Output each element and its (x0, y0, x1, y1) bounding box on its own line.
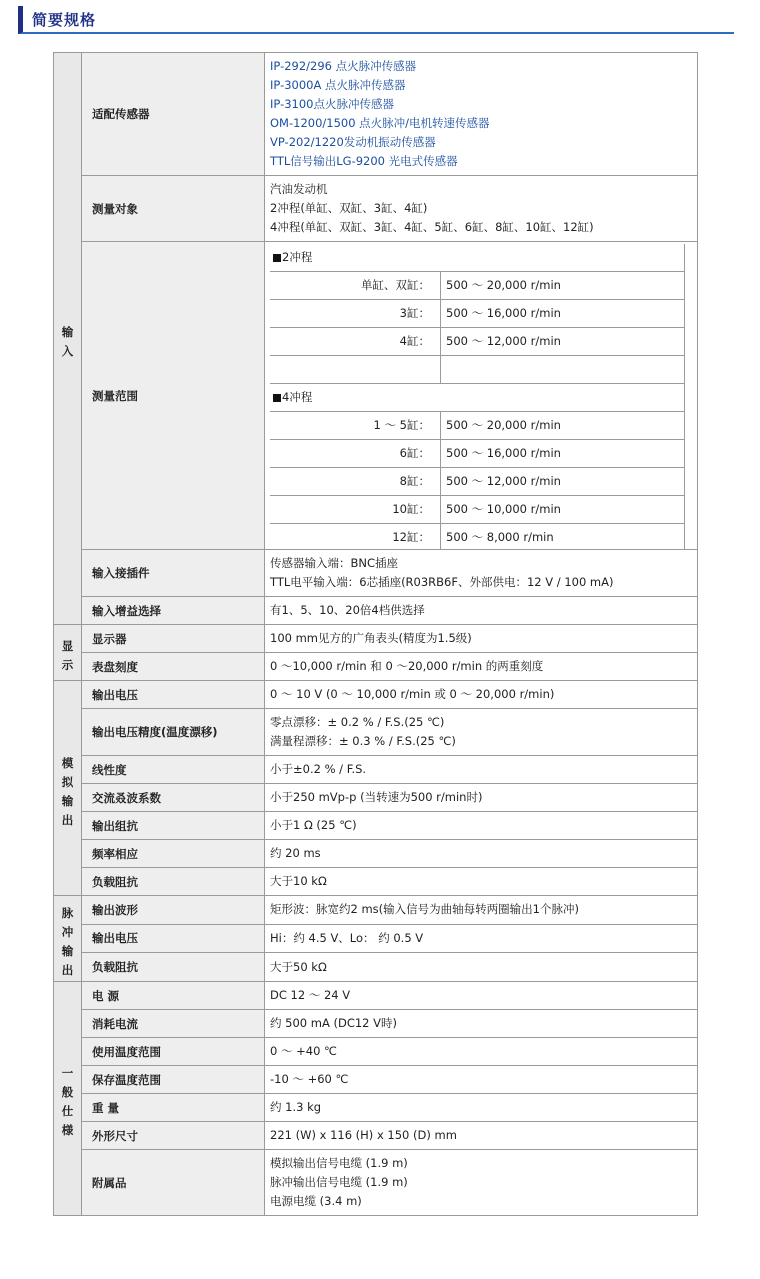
range-value: 500 ～ 12,000 r/min (441, 468, 685, 496)
spec-row-op-temp (54, 1038, 698, 1066)
value-size: 221 (W) x 116 (H) x 150 (D) mm (265, 1122, 698, 1150)
value-accuracy (265, 709, 698, 756)
range-row (270, 468, 685, 496)
spec-row-analog-load (54, 868, 698, 896)
spec-row-linearity (54, 756, 698, 784)
value-connector (265, 550, 698, 597)
target-item: 2冲程(单缸、双缸、3缸、4缸) (270, 201, 428, 215)
sensor-item[interactable]: VP-202/1220发动机振动传感器 (270, 135, 436, 149)
spec-table (53, 52, 698, 1216)
label-accuracy: 输出电压精度(温度漂移) (82, 709, 265, 756)
category-general (54, 982, 82, 1216)
target-item: 4冲程(单缸、双缸、3缸、4缸、5缸、6缸、8缸、10缸、12缸) (270, 220, 594, 234)
label-scale: 表盘刻度 (82, 653, 265, 681)
section-title-bar (18, 6, 734, 34)
value-pulse-voltage: Hi：约 4.5 V、Lo： 约 0.5 V (265, 924, 698, 953)
sensor-item[interactable]: IP-3100点火脉冲传感器 (270, 97, 394, 111)
range-value: 500 ～ 10,000 r/min (441, 496, 685, 524)
value-scale: 0 ～10,000 r/min 和 0 ～20,000 r/min 的两重刻度 (265, 653, 698, 681)
spec-row-pulse-voltage (54, 924, 698, 953)
range-cyl: 4缸： (270, 328, 441, 356)
sensor-item[interactable]: TTL信号输出LG-9200 光电式传感器 (270, 154, 458, 168)
spec-row-wave (54, 896, 698, 925)
square-bullet-icon (273, 394, 281, 402)
spec-row-st-temp (54, 1066, 698, 1094)
range-cyl: 单缸、双缸： (270, 272, 441, 300)
spec-row-response (54, 840, 698, 868)
label-ripple: 交流叒波系数 (82, 784, 265, 812)
value-sensor (265, 53, 698, 176)
spec-row-meter (54, 625, 698, 653)
accessory-item: 电源电缆 (3.4 m) (270, 1194, 362, 1208)
label-pulse-load: 负载阻抗 (82, 953, 265, 982)
spec-row-pulse-load (54, 953, 698, 982)
range-value: 500 ～ 20,000 r/min (441, 412, 685, 440)
label-analog-load: 负载阻抗 (82, 868, 265, 896)
range-row (270, 300, 685, 328)
value-range (265, 242, 698, 550)
accessory-item: 模拟输出信号电缆 (1.9 m) (270, 1156, 408, 1170)
value-meter: 100 mm见方的广角表头(精度为1.5级) (265, 625, 698, 653)
label-sensor: 适配传感器 (82, 53, 265, 176)
spec-row-target (54, 176, 698, 242)
label-analog-voltage: 输出电压 (82, 681, 265, 709)
accuracy-item: 零点漂移：± 0.2 % / F.S.(25 ℃) (270, 715, 445, 729)
stroke2-head: 2冲程 (270, 244, 441, 272)
value-analog-load: 大于10 kΩ (265, 868, 698, 896)
spec-row-power (54, 982, 698, 1010)
accuracy-item: 满量程漂移：± 0.3 % / F.S.(25 ℃) (270, 734, 456, 748)
sensor-item[interactable]: IP-292/296 点火脉冲传感器 (270, 59, 417, 73)
range-cyl: 10缸： (270, 496, 441, 524)
target-item: 汽油发动机 (270, 182, 328, 196)
sensor-item[interactable]: OM-1200/1500 点火脉冲/电机转速传感器 (270, 116, 490, 130)
category-display-label: 显示 (61, 639, 74, 672)
value-ripple: 小于250 mVp-p (当转速为500 r/min时) (265, 784, 698, 812)
spec-row-ripple (54, 784, 698, 812)
spec-row-accessories (54, 1150, 698, 1216)
category-pulse (54, 896, 82, 982)
category-analog-label: 模拟输出 (61, 755, 74, 827)
range-row (270, 328, 685, 356)
spec-row-sensor (54, 53, 698, 176)
spec-row-accuracy (54, 709, 698, 756)
label-size: 外形尺寸 (82, 1122, 265, 1150)
range-cyl: 3缸： (270, 300, 441, 328)
label-response: 频率相应 (82, 840, 265, 868)
value-power: DC 12 ～ 24 V (265, 982, 698, 1010)
spec-row-gain (54, 597, 698, 625)
spec-row-impedance (54, 812, 698, 840)
label-target: 测量对象 (82, 176, 265, 242)
label-gain: 输入增益选择 (82, 597, 265, 625)
spec-row-size (54, 1122, 698, 1150)
value-analog-voltage: 0 ～ 10 V (0 ～ 10,000 r/min 或 0 ～ 20,000 r/min) (265, 681, 698, 709)
range-value: 500 ～ 16,000 r/min (441, 440, 685, 468)
range-cyl: 8缸： (270, 468, 441, 496)
range-value: 500 ～ 8,000 r/min (441, 524, 685, 552)
value-current: 约 500 mA (DC12 V時) (265, 1010, 698, 1038)
label-connector: 输入接插件 (82, 550, 265, 597)
label-weight: 重 量 (82, 1094, 265, 1122)
value-gain: 有1、5、10、20倍4档供选择 (265, 597, 698, 625)
accessory-item: 脉冲输出信号电缆 (1.9 m) (270, 1175, 408, 1189)
value-linearity: 小于±0.2 % / F.S. (265, 756, 698, 784)
range-row (270, 524, 685, 552)
range-cyl: 6缸： (270, 440, 441, 468)
connector-item: 传感器输入端：BNC插座 (270, 556, 399, 570)
label-meter: 显示器 (82, 625, 265, 653)
range-value: 500 ～ 20,000 r/min (441, 272, 685, 300)
value-response: 约 20 ms (265, 840, 698, 868)
label-current: 消耗电流 (82, 1010, 265, 1038)
spec-row-connector (54, 550, 698, 597)
square-bullet-icon (273, 254, 281, 262)
value-impedance: 小于1 Ω (25 ℃) (265, 812, 698, 840)
range-row (270, 412, 685, 440)
range-spacer (270, 356, 685, 384)
category-input (54, 53, 82, 625)
label-linearity: 线性度 (82, 756, 265, 784)
category-general-label: 一般仕様 (61, 1066, 74, 1137)
value-wave: 矩形波：脉宽约2 ms(输入信号为曲轴每转两圈输出1个脉冲) (265, 896, 698, 925)
value-pulse-load: 大于50 kΩ (265, 953, 698, 982)
value-weight: 约 1.3 kg (265, 1094, 698, 1122)
range-row (270, 440, 685, 468)
category-analog (54, 681, 82, 896)
label-wave: 输出波形 (82, 896, 265, 925)
label-impedance: 输出组抗 (82, 812, 265, 840)
range-value: 500 ～ 12,000 r/min (441, 328, 685, 356)
label-op-temp: 使用温度范围 (82, 1038, 265, 1066)
value-accessories (265, 1150, 698, 1216)
spec-row-current (54, 1010, 698, 1038)
category-display (54, 625, 82, 681)
range-cyl: 1 ～ 5缸： (270, 412, 441, 440)
spec-row-weight (54, 1094, 698, 1122)
range-row (270, 272, 685, 300)
range-value: 500 ～ 16,000 r/min (441, 300, 685, 328)
label-range: 测量范围 (82, 242, 265, 550)
value-st-temp: -10 ～ +60 ℃ (265, 1066, 698, 1094)
label-power: 电 源 (82, 982, 265, 1010)
range-row (270, 496, 685, 524)
value-op-temp: 0 ～ +40 ℃ (265, 1038, 698, 1066)
connector-item: TTL电平输入端：6芯插座(R03RB6F、外部供电：12 V / 100 mA) (270, 575, 614, 589)
label-accessories: 附属品 (82, 1150, 265, 1216)
value-target (265, 176, 698, 242)
label-st-temp: 保存温度范围 (82, 1066, 265, 1094)
category-pulse-label: 脉冲输出 (61, 906, 74, 977)
range-cyl: 12缸： (270, 524, 441, 552)
spec-row-range (54, 242, 698, 550)
sensor-item[interactable]: IP-3000A 点火脉冲传感器 (270, 78, 406, 92)
label-pulse-voltage: 输出电压 (82, 924, 265, 953)
stroke4-head: 4冲程 (270, 384, 441, 412)
spec-row-analog-voltage (54, 681, 698, 709)
spec-row-scale (54, 653, 698, 681)
category-input-label: 输入 (61, 325, 74, 358)
range-subtable (270, 244, 685, 551)
section-title: 简要规格 (32, 11, 97, 29)
